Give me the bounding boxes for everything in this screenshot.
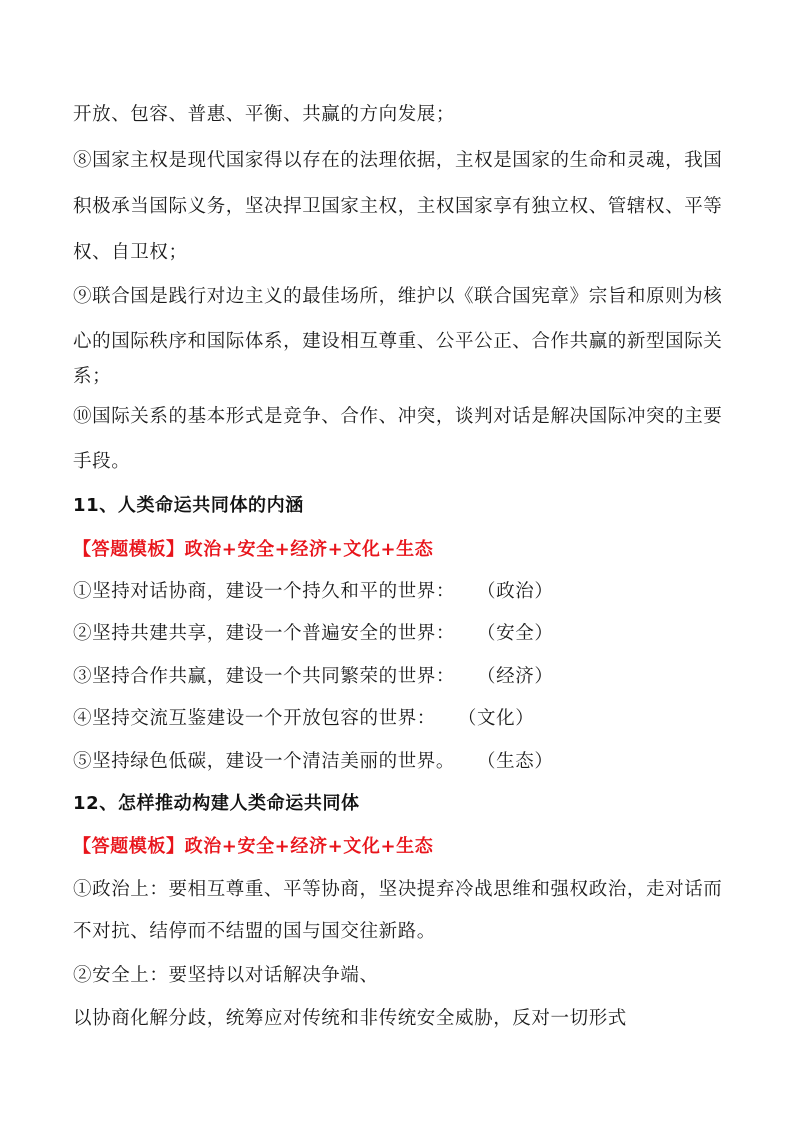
section-12-politics-line-1: ①政治上：要相互尊重、平等协商，坚决提弃冷战思维和强权政治，走对话而 xyxy=(73,879,723,900)
point-tag: （政治） xyxy=(477,581,554,602)
item-8-line-3: 权、自卫权； xyxy=(73,242,188,263)
point-tag: （安全） xyxy=(477,623,554,644)
point-tag: （经济） xyxy=(477,666,554,687)
point-tag: （生态） xyxy=(477,751,554,772)
item-8-line-1: ⑧国家主权是现代国家得以存在的法理依据，主权是国家的生命和灵魂，我国 xyxy=(73,150,723,171)
point-text: ⑤坚持绿色低碳，建设一个清洁美丽的世界。 xyxy=(73,751,456,772)
section-11-point-1 xyxy=(73,580,553,604)
point-text: ③坚持合作共赢，建设一个共同繁荣的世界： xyxy=(73,666,456,687)
point-text: ②坚持共建共享，建设一个普遍安全的世界： xyxy=(73,623,456,644)
section-11-title: 11、人类命运共同体的内涵 xyxy=(73,495,304,516)
section-11-point-4 xyxy=(73,707,534,731)
item-10-line-2: 手段。 xyxy=(73,451,131,472)
intro-line: 开放、包容、普惠、平衡、共赢的方向发展； xyxy=(73,104,456,125)
item-9-line-2: 心的国际秩序和国际体系，建设相互尊重、公平公正、合作共赢的新型国际关 xyxy=(73,331,723,352)
section-12-answer-template: 【答题模板】政治+安全+经济+文化+生态 xyxy=(73,836,434,857)
point-tag: （文化） xyxy=(457,708,535,729)
section-11-point-3 xyxy=(73,665,553,689)
section-12-title: 12、怎样推动构建人类命运共同体 xyxy=(73,793,360,814)
point-text: ①坚持对话协商，建设一个持久和平的世界： xyxy=(73,581,456,602)
section-11-answer-template: 【答题模板】政治+安全+经济+文化+生态 xyxy=(73,539,434,560)
section-11-point-5 xyxy=(73,750,553,774)
item-9-line-3: 系； xyxy=(73,366,112,387)
point-text: ④坚持交流互鉴建设一个开放包容的世界： xyxy=(73,708,436,729)
section-12-security-line-2: 以协商化解分歧，统筹应对传统和非传统安全威胁，反对一切形式 xyxy=(73,1008,627,1029)
item-8-line-2: 积极承当国际义务，坚决捍卫国家主权，主权国家享有独立权、管辖权、平等 xyxy=(73,196,723,217)
section-12-security-line-1: ②安全上：要坚持以对话解决争端、 xyxy=(73,965,379,986)
section-12-politics-line-2: 不对抗、结停而不结盟的国与国交往新路。 xyxy=(73,921,436,942)
item-10-line-1: ⑩国际关系的基本形式是竞争、合作、冲突，谈判对话是解决国际冲突的主要 xyxy=(73,406,723,427)
section-11-point-2 xyxy=(73,622,553,646)
item-9-line-1: ⑨联合国是践行对边主义的最佳场所，维护以《联合国宪章》宗旨和原则为核 xyxy=(73,286,723,307)
